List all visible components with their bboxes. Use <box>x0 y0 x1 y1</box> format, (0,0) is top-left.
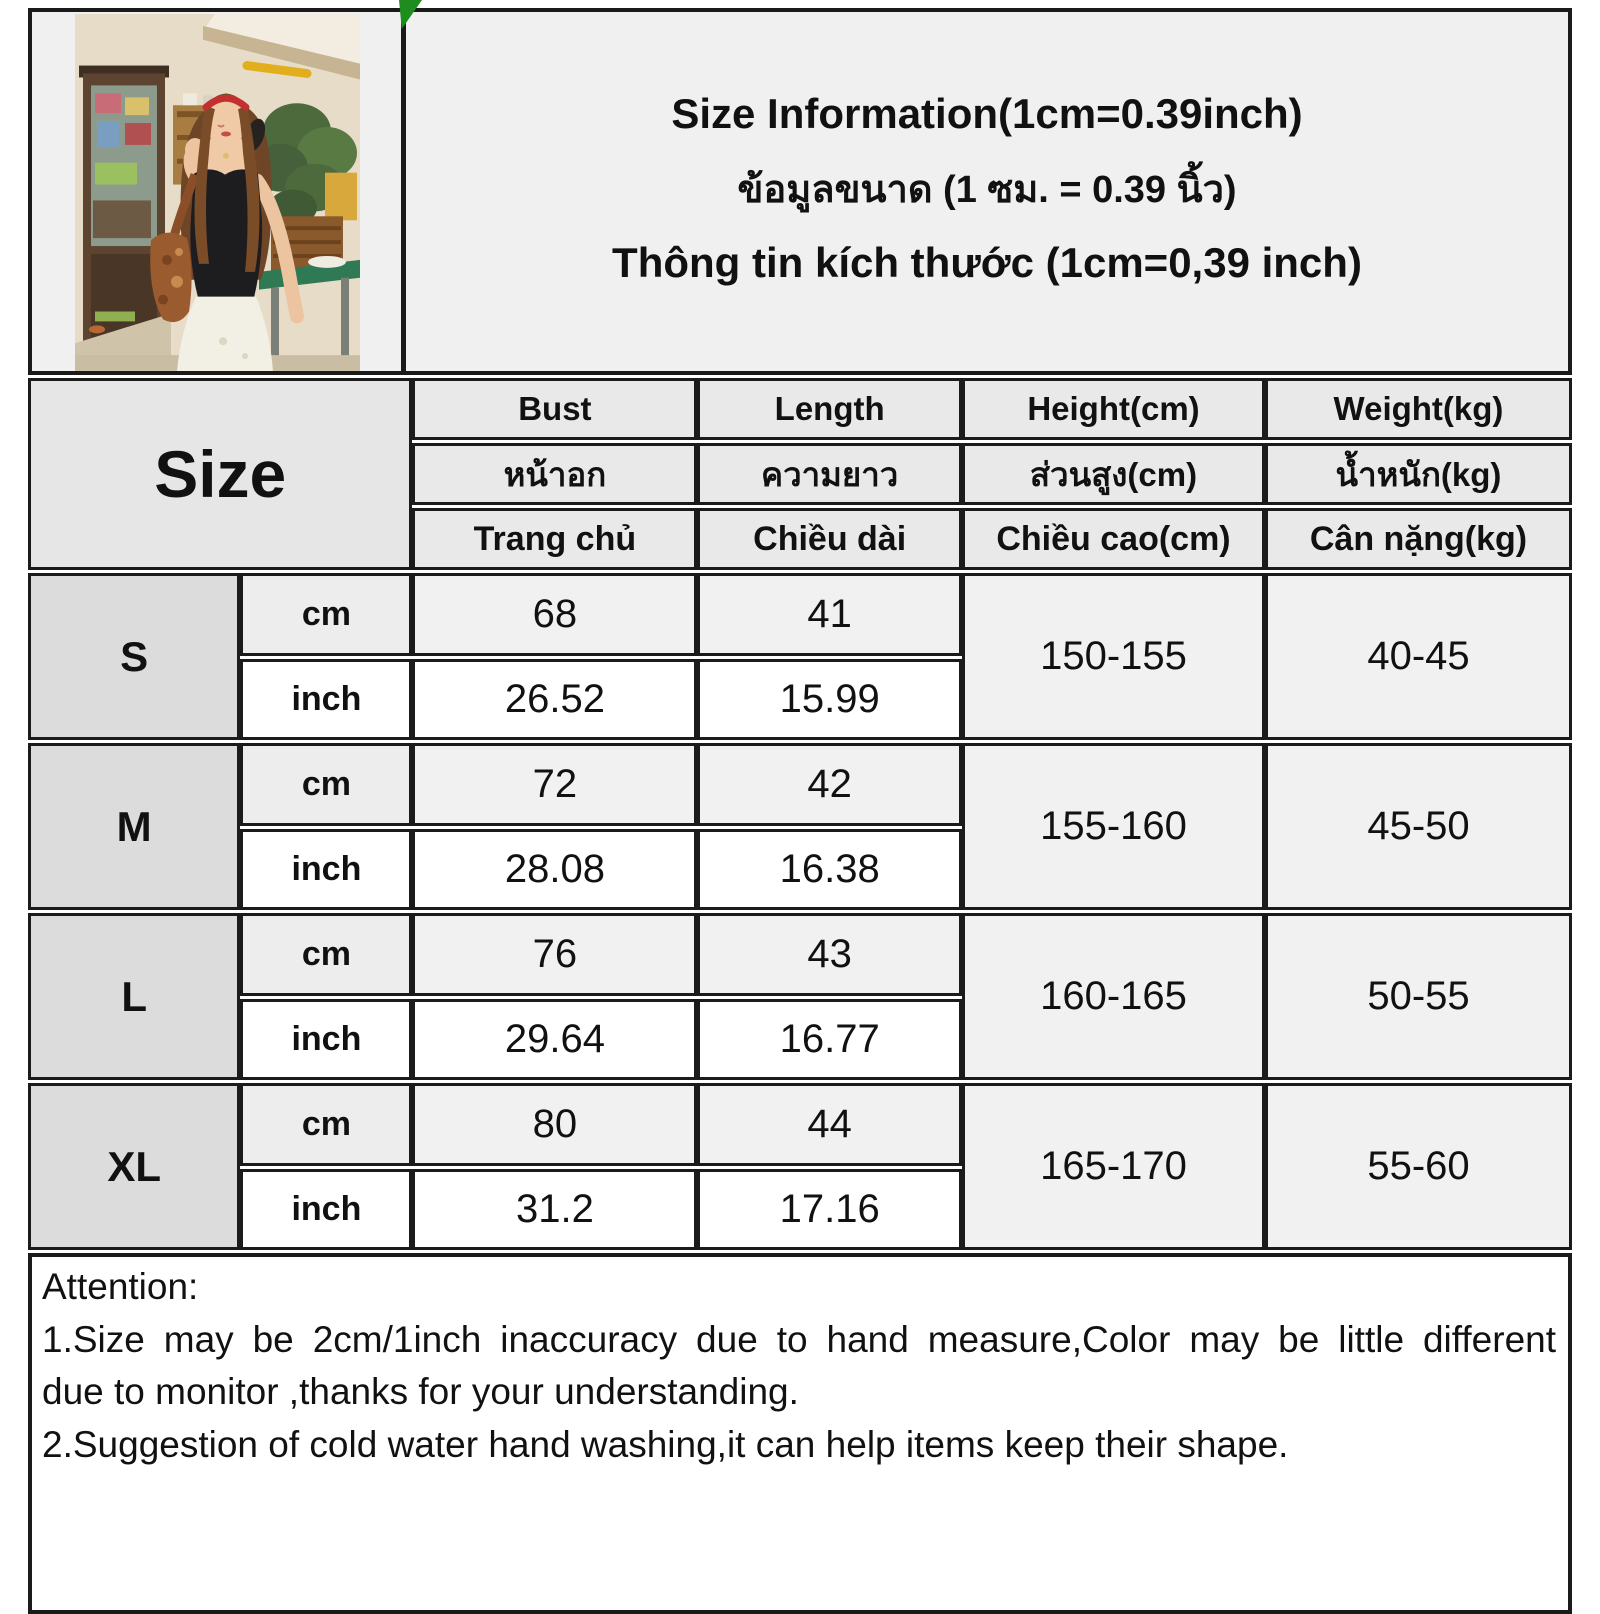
col-header-length-th: ความยาว <box>697 443 962 505</box>
unit-label-cm: cm <box>240 743 412 826</box>
size-corner-header: Size <box>28 378 412 570</box>
bust-cm-l: 76 <box>412 913 697 996</box>
col-header-bust-en: Bust <box>412 378 697 440</box>
height-range-xl: 165-170 <box>962 1083 1265 1250</box>
attention-note1-line2: due to monitor ,thanks for your understanding. <box>42 1371 799 1413</box>
bust-inch-l: 29.64 <box>412 999 697 1080</box>
bust-cm-s: 68 <box>412 573 697 656</box>
title-thai: ข้อมูลขนาด (1 ซม. = 0.39 นิ้ว) <box>737 169 1237 211</box>
title-english: Size Information(1cm=0.39inch) <box>671 90 1303 137</box>
top-section <box>28 8 1572 375</box>
bust-inch-m: 28.08 <box>412 829 697 910</box>
unit-label-inch: inch <box>240 1169 412 1250</box>
size-label-s: S <box>28 573 240 740</box>
col-header-bust-th: หน้าอก <box>412 443 697 505</box>
length-cm-s: 41 <box>697 573 962 656</box>
bust-cm-xl: 80 <box>412 1083 697 1166</box>
table-row-m-cm <box>28 743 1572 826</box>
title-block <box>406 12 1568 371</box>
product-photo <box>75 14 360 371</box>
title-vietnamese: Thông tin kích thước (1cm=0,39 inch) <box>612 239 1362 286</box>
col-header-bust-vi: Trang chủ <box>412 508 697 570</box>
height-range-m: 155-160 <box>962 743 1265 910</box>
col-header-weight-en: Weight(kg) <box>1265 378 1572 440</box>
length-cm-xl: 44 <box>697 1083 962 1166</box>
col-header-height-th: ส่วนสูง(cm) <box>962 443 1265 505</box>
length-cm-l: 43 <box>697 913 962 996</box>
unit-label-inch: inch <box>240 829 412 910</box>
attention-note2: 2.Suggestion of cold water hand washing,it can help items keep their shape. <box>42 1423 1289 1465</box>
size-label-l: L <box>28 913 240 1080</box>
photo-cell <box>32 12 401 371</box>
length-cm-m: 42 <box>697 743 962 826</box>
unit-label-cm: cm <box>240 573 412 656</box>
length-inch-l: 16.77 <box>697 999 962 1080</box>
col-header-length-vi: Chiều dài <box>697 508 962 570</box>
length-inch-s: 15.99 <box>697 659 962 740</box>
unit-label-cm: cm <box>240 913 412 996</box>
weight-range-m: 45-50 <box>1265 743 1572 910</box>
bust-inch-xl: 31.2 <box>412 1169 697 1250</box>
header-row-en <box>28 378 1572 440</box>
unit-label-cm: cm <box>240 1083 412 1166</box>
bust-inch-s: 26.52 <box>412 659 697 740</box>
col-header-height-en: Height(cm) <box>962 378 1265 440</box>
length-inch-xl: 17.16 <box>697 1169 962 1250</box>
size-label-xl: XL <box>28 1083 240 1250</box>
unit-label-inch: inch <box>240 999 412 1080</box>
size-label-m: M <box>28 743 240 910</box>
unit-label-inch: inch <box>240 659 412 740</box>
attention-notes <box>28 1253 1572 1614</box>
size-table <box>28 375 1572 1253</box>
table-row-xl-cm <box>28 1083 1572 1166</box>
length-inch-m: 16.38 <box>697 829 962 910</box>
table-row-s-cm <box>28 573 1572 656</box>
col-header-length-en: Length <box>697 378 962 440</box>
col-header-weight-vi: Cân nặng(kg) <box>1265 508 1572 570</box>
table-row-l-cm <box>28 913 1572 996</box>
weight-range-l: 50-55 <box>1265 913 1572 1080</box>
weight-range-s: 40-45 <box>1265 573 1572 740</box>
height-range-s: 150-155 <box>962 573 1265 740</box>
col-header-weight-th: น้ำหนัก(kg) <box>1265 443 1572 505</box>
bust-cm-m: 72 <box>412 743 697 826</box>
attention-note1-line1: 1.Size may be 2cm/1inch inaccuracy due to hand measure,Color may be little different <box>42 1318 1556 1360</box>
height-range-l: 160-165 <box>962 913 1265 1080</box>
col-header-height-vi: Chiều cao(cm) <box>962 508 1265 570</box>
size-chart-sheet <box>28 8 1572 1614</box>
attention-heading: Attention: <box>42 1266 199 1307</box>
product-photo-illustration <box>75 14 360 371</box>
weight-range-xl: 55-60 <box>1265 1083 1572 1250</box>
